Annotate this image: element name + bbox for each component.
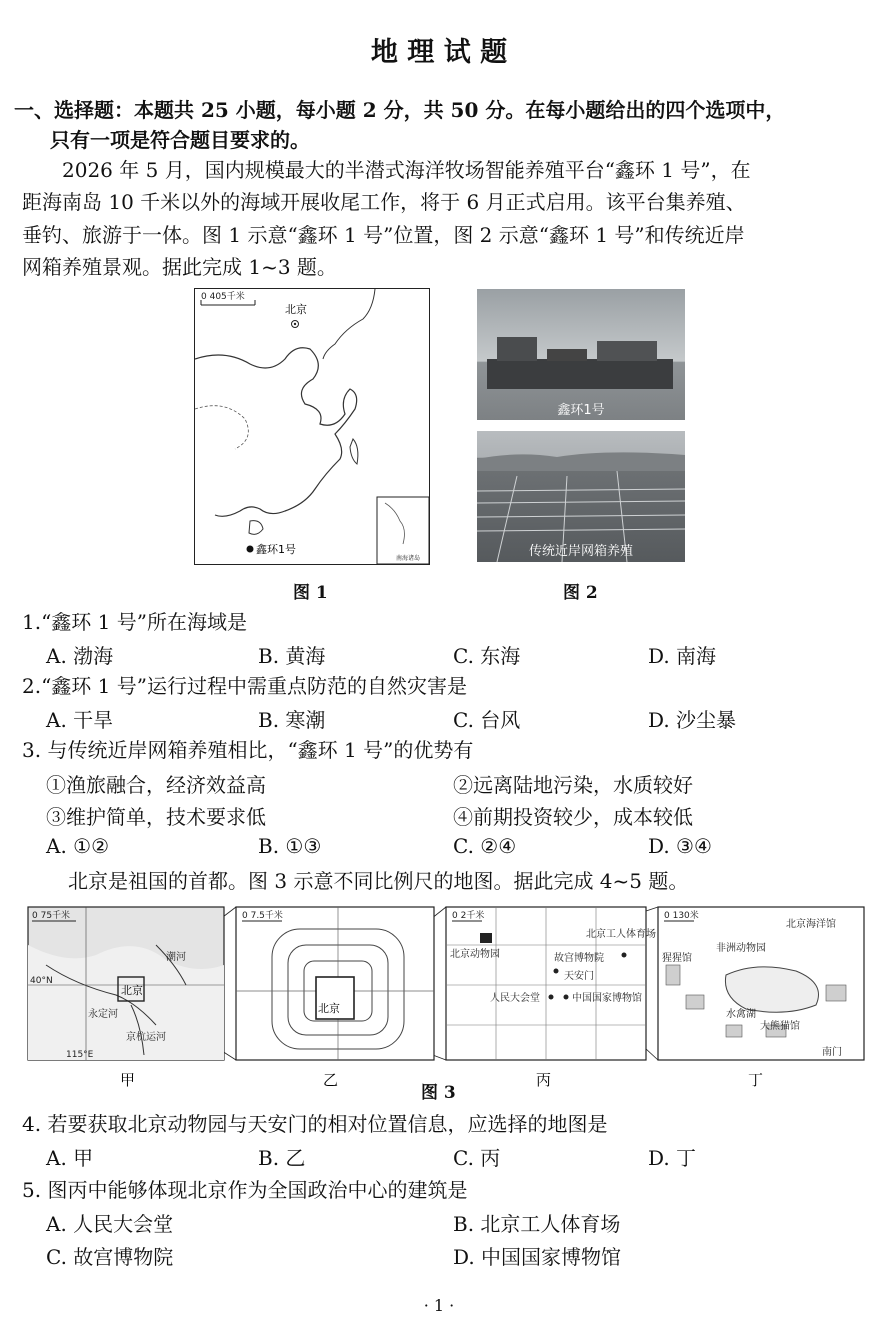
jia-scale: 0 75千米 <box>32 911 71 921</box>
jia-chao-label: 潮河 <box>166 952 186 963</box>
q5-option-d[interactable]: D. 中国国家博物馆 <box>453 1245 622 1269</box>
fig1-beijing-label: 北京 <box>285 303 307 316</box>
ding-label: 丁 <box>748 1071 764 1089</box>
q3-option-c[interactable]: C. ②④ <box>453 834 517 858</box>
bing-hall-label: 人民大会堂 <box>490 993 540 1004</box>
q4-option-d[interactable]: D. 丁 <box>648 1146 697 1170</box>
ding-gate-label: 南门 <box>822 1047 842 1058</box>
q1-stem: 1.“鑫环 1 号”所在海域是 <box>22 610 247 634</box>
yi-beijing-label: 北京 <box>318 1002 340 1015</box>
ding-africa-label: 非洲动物园 <box>716 943 766 954</box>
q2-stem: 2.“鑫环 1 号”运行过程中需重点防范的自然灾害是 <box>22 674 467 698</box>
q5-option-b[interactable]: B. 北京工人体育场 <box>453 1212 621 1236</box>
q3-option-a[interactable]: A. ①② <box>46 834 110 858</box>
q2-option-b[interactable]: B. 寒潮 <box>258 708 326 732</box>
figure2-caption: 图 2 <box>563 583 598 603</box>
q3-statement-4: ④前期投资较少，成本较低 <box>453 805 693 829</box>
bing-scale: 0 2千米 <box>452 911 485 921</box>
passage2: 北京是祖国的首都。图 3 示意不同比例尺的地图。据此完成 4~5 题。 <box>68 869 689 893</box>
ding-lake-label: 水禽湖 <box>726 1009 756 1020</box>
figure1-map <box>194 288 430 565</box>
bing-label: 丙 <box>536 1071 552 1089</box>
q4-option-a[interactable]: A. 甲 <box>46 1146 94 1170</box>
map-yi <box>236 907 434 1089</box>
passage1-line3: 垂钓、旅游于一体。图 1 示意“鑫环 1 号”位置，图 2 示意“鑫环 1 号”和传统近岸 <box>22 223 745 247</box>
q4-option-c[interactable]: C. 丙 <box>453 1146 501 1170</box>
jia-label: 甲 <box>120 1071 136 1089</box>
map-jia <box>28 907 224 1089</box>
ding-aquarium-label: 北京海洋馆 <box>786 919 836 930</box>
ding-gorilla-label: 猩猩馆 <box>662 953 692 964</box>
jia-canal-label: 京杭运河 <box>126 1032 166 1043</box>
fig1-scale: 0 405千米 <box>201 292 245 302</box>
figure3-maps <box>26 905 866 1095</box>
q3-statement-2: ②远离陆地污染，水质较好 <box>453 773 693 797</box>
q1-option-c[interactable]: C. 东海 <box>453 644 521 668</box>
fig1-marker-label: 鑫环1号 <box>256 543 296 556</box>
q4-stem: 4. 若要获取北京动物园与天安门的相对位置信息，应选择的地图是 <box>22 1112 608 1136</box>
figure3-caption: 图 3 <box>421 1083 456 1103</box>
q1-option-d[interactable]: D. 南海 <box>648 644 717 668</box>
photo-traditional-cages <box>477 431 685 562</box>
q5-option-c[interactable]: C. 故宫博物院 <box>46 1245 174 1269</box>
section-header-line2: 只有一项是符合题目要求的。 <box>50 128 310 152</box>
ding-panda-label: 大熊猫馆 <box>760 1021 800 1032</box>
photo-xinhuan <box>477 289 685 420</box>
bing-gym-label: 北京工人体育场 <box>586 929 656 940</box>
china-coast-map <box>195 289 430 565</box>
yi-label: 乙 <box>323 1071 339 1089</box>
q5-stem: 5. 图丙中能够体现北京作为全国政治中心的建筑是 <box>22 1178 468 1202</box>
bing-tiananmen-label: 天安门 <box>564 971 594 982</box>
fig1-inset-label: 南海诸岛 <box>396 555 421 562</box>
q2-option-a[interactable]: A. 干旱 <box>46 708 114 732</box>
q1-option-a[interactable]: A. 渤海 <box>46 644 114 668</box>
bing-zoo-label: 北京动物园 <box>450 949 500 960</box>
ding-scale: 0 130米 <box>664 911 699 921</box>
photo1-label: 鑫环1号 <box>557 403 605 418</box>
bing-museum-label: 中国国家博物馆 <box>572 993 642 1004</box>
page-number: · 1 · <box>423 1296 455 1315</box>
q2-option-d[interactable]: D. 沙尘暴 <box>648 708 737 732</box>
q3-stem: 3. 与传统近岸网箱养殖相比，“鑫环 1 号”的优势有 <box>22 738 474 762</box>
jia-lat-label: 40°N <box>30 976 53 986</box>
page-title: 地 理 试 题 <box>370 37 508 68</box>
photo2-label: 传统近岸网箱养殖 <box>528 544 633 559</box>
q1-option-b[interactable]: B. 黄海 <box>258 644 326 668</box>
passage1-line1: 2026 年 5 月，国内规模最大的半潜式海洋牧场智能养殖平台“鑫环 1 号”，在 <box>62 158 751 182</box>
q4-option-b[interactable]: B. 乙 <box>258 1146 306 1170</box>
q3-option-d[interactable]: D. ③④ <box>648 834 712 858</box>
yi-scale: 0 7.5千米 <box>242 911 283 921</box>
jia-beijing-label: 北京 <box>121 984 143 997</box>
passage1-line2: 距海南岛 10 千米以外的海域开展收尾工作，将于 6 月正式启用。该平台集养殖、 <box>22 190 746 214</box>
q3-statement-1: ①渔旅融合，经济效益高 <box>46 773 266 797</box>
map-bing <box>446 907 656 1089</box>
figure1-caption: 图 1 <box>293 583 328 603</box>
section-header-line1: 一、选择题：本题共 25 小题，每小题 2 分，共 50 分。在每小题给出的四个选项中， <box>14 98 786 122</box>
jia-yongding-label: 永定河 <box>88 1009 118 1020</box>
q2-option-c[interactable]: C. 台风 <box>453 708 521 732</box>
map-ding <box>658 907 864 1089</box>
q3-option-b[interactable]: B. ①③ <box>258 834 322 858</box>
q3-statement-3: ③维护简单，技术要求低 <box>46 805 266 829</box>
bing-palace-label: 故宫博物院 <box>554 953 604 964</box>
jia-lon-label: 115°E <box>66 1050 94 1060</box>
q5-option-a[interactable]: A. 人民大会堂 <box>46 1212 174 1236</box>
passage1-line4: 网箱养殖景观。据此完成 1~3 题。 <box>22 255 337 279</box>
